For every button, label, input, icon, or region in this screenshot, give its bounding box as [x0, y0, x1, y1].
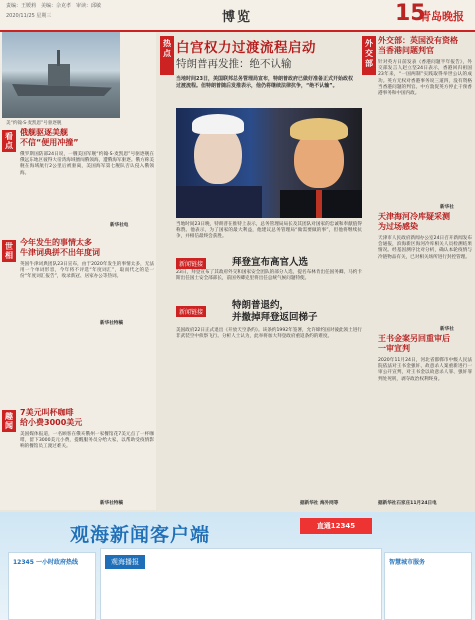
photo-caption: 美“约翰·S·麦凯恩”号驱逐舰: [6, 121, 62, 126]
trump-tie-shape: [316, 190, 322, 218]
main-headline: 白宫权力过渡流程启动: [176, 40, 316, 56]
app-advertisement: [0, 512, 475, 620]
ad-left-box-label: 12345 一小时政府热线: [13, 559, 78, 566]
date-meta: 2020/11/25 星期三: [6, 13, 52, 19]
right-article2-body: 天津市人民政府新闻办公室24日召开新闻发布会通报，滨海新区海河冷库相关人员检测结果情况。经基因测序比对分析，确认本轮疫情与冷链物品有关，已对相关场所进行封控管理。: [378, 236, 472, 260]
right-article1-byline: 新华社: [440, 205, 454, 210]
tag-quwen: 趣闻: [2, 410, 16, 432]
newspaper-brand: 青岛晚报: [420, 10, 464, 23]
article1-title: 俄舰驱逐美舰 不信“便用冲撞”: [20, 128, 79, 147]
article3-title: 7美元叫杯咖啡 给小费3000美元: [20, 408, 83, 427]
right-article3-title: 王书金案另回重审后 一审宣判: [378, 334, 450, 353]
article2-body: 英国牛津词典团队23日宣布，由于2020年发生的事情太多，无法用一个单词形容，今年将不评选“年度词汇”，取而代之的是一份“年度词汇报告”，收录新冠、居家办公等热词。: [20, 262, 154, 280]
ad-right-box: [384, 552, 472, 620]
right-article2-byline: 新华社: [440, 327, 454, 332]
article3-byline: 新华社特稿: [100, 501, 123, 506]
warship-photo: [2, 32, 120, 118]
right-article1-body: 针对英方日前发表《香港问题半年报告》，外交部发言人赵立坚24日表示，香港回归祖国23年来，“一国两制”实践取得举世公认的成功。英方无权对香港事务说三道四，没有资格当香港问题的判官。中方敦促英方停止干预香港事务和中国内政。: [378, 60, 472, 97]
tag-redian: 热点: [160, 36, 174, 75]
news-link-label-2: 新闻链接: [176, 306, 206, 317]
ship-mast-shape: [57, 50, 60, 66]
main-signature: 据新华社 海外网等: [300, 501, 339, 506]
right-article3-byline: 据新华社石家庄11月24日电: [378, 501, 437, 506]
article3-body: 美国媒体报道，一名顾客在俄亥俄州一家餐馆花7美元点了一杯咖啡，留下3000美元小费，提醒服务员分给大家，以帮助受疫情影响的餐馆员工渡过难关。: [20, 432, 154, 450]
ad-left-box: [8, 552, 96, 620]
article1-body: 俄罗斯国防部24日说，一艘美国军舰“约翰·S·麦凯恩”号驱逐舰在俄远东地区彼得大帝湾海域擅闯俄领海，遭俄海军驱逐。俄方称美舰在海域航行2公里后被驱离，美国海军第七舰队否认侵入俄领海。: [20, 152, 154, 176]
tag-shixiang: 世相: [2, 240, 16, 262]
ad-board: [100, 548, 382, 620]
article2-byline: 新华社特稿: [100, 321, 123, 326]
right-article3-body: 2020年11月24日，河北省邯郸市中级人民法院依法对王书金强奸、故意杀人案重新进行一审公开宣判，对王书金以故意杀人罪、强奸罪判处死刑，剥夺政治权利终身。: [378, 358, 472, 382]
right-article2-title: 天津海河冷库疑采测 为过场感染: [378, 212, 450, 231]
treaty-headline: 特朗普退约， 并撤掉拜登返回梯子: [232, 300, 318, 323]
article1-byline: 新华社电: [110, 223, 129, 228]
biden-hair-shape: [192, 114, 244, 134]
editor-meta: 责编：王媛莉 美编：佘克孝 审读：邱敏: [6, 3, 102, 9]
tag-kandian: 看点: [2, 130, 16, 152]
right-article1-title: 外交部：英国没有资格 当香港问题判官: [378, 36, 458, 55]
biden-suit-shape: [176, 186, 262, 218]
page-header: [0, 0, 475, 32]
ship-tower-shape: [48, 64, 70, 86]
ad-title: 观海新闻客户端: [70, 524, 211, 546]
biden-picks-body: 23日，拜登宣布了其政府外交和国家安全团队的部分人选，提名布林肯出任国务卿、马约卡斯出任国土安全部部长，前国务卿克里将出任总统气候问题特使。: [176, 270, 362, 282]
article2-title: 今年发生的事情太多 牛津词典拼不出年度词: [20, 238, 100, 257]
news-link-label-1: 新闻链接: [176, 258, 206, 269]
hotline-badge: 直通12345: [300, 518, 372, 534]
main-lead: 当地时间23日，美国联邦总务管理局宣布，特朗普政府已做好准备正式开始政权过渡流程。但特朗普随后发推表示，他仍将继续法律抗争，“绝不认输”。: [176, 76, 353, 89]
page-number: 15: [395, 1, 426, 26]
biden-picks-headline: 拜登宣布高官人选: [232, 257, 309, 268]
main-subheadline: 特朗普再发推：绝不认输: [176, 58, 292, 70]
trump-hair-shape: [290, 118, 348, 140]
main-body: 当地时间23日晚，特朗普在推特上表示，总务管理局局长及其团队对国家的忠诚和奉献值得称赞。他表示，为了国家的最大利益，他建议总务管理局“做需要做的事”，但他将继续抗争，并相信最终会获胜。: [176, 222, 362, 240]
section-title: 博览: [222, 10, 253, 25]
treaty-body: 美国政府22日正式退出《开放天空条约》。该条约1992年签署，允许缔约国对彼此领土进行非武装空中侦察飞行。分析人士认为，此举将加大拜登政府重返条约的难度。: [176, 328, 362, 340]
ad-right-box-label: 智慧城市服务: [389, 559, 426, 566]
biden-trump-photo: [176, 108, 362, 218]
ad-board-title: 观海播报: [105, 555, 145, 569]
tag-waijiaobu: 外交部: [362, 36, 376, 75]
